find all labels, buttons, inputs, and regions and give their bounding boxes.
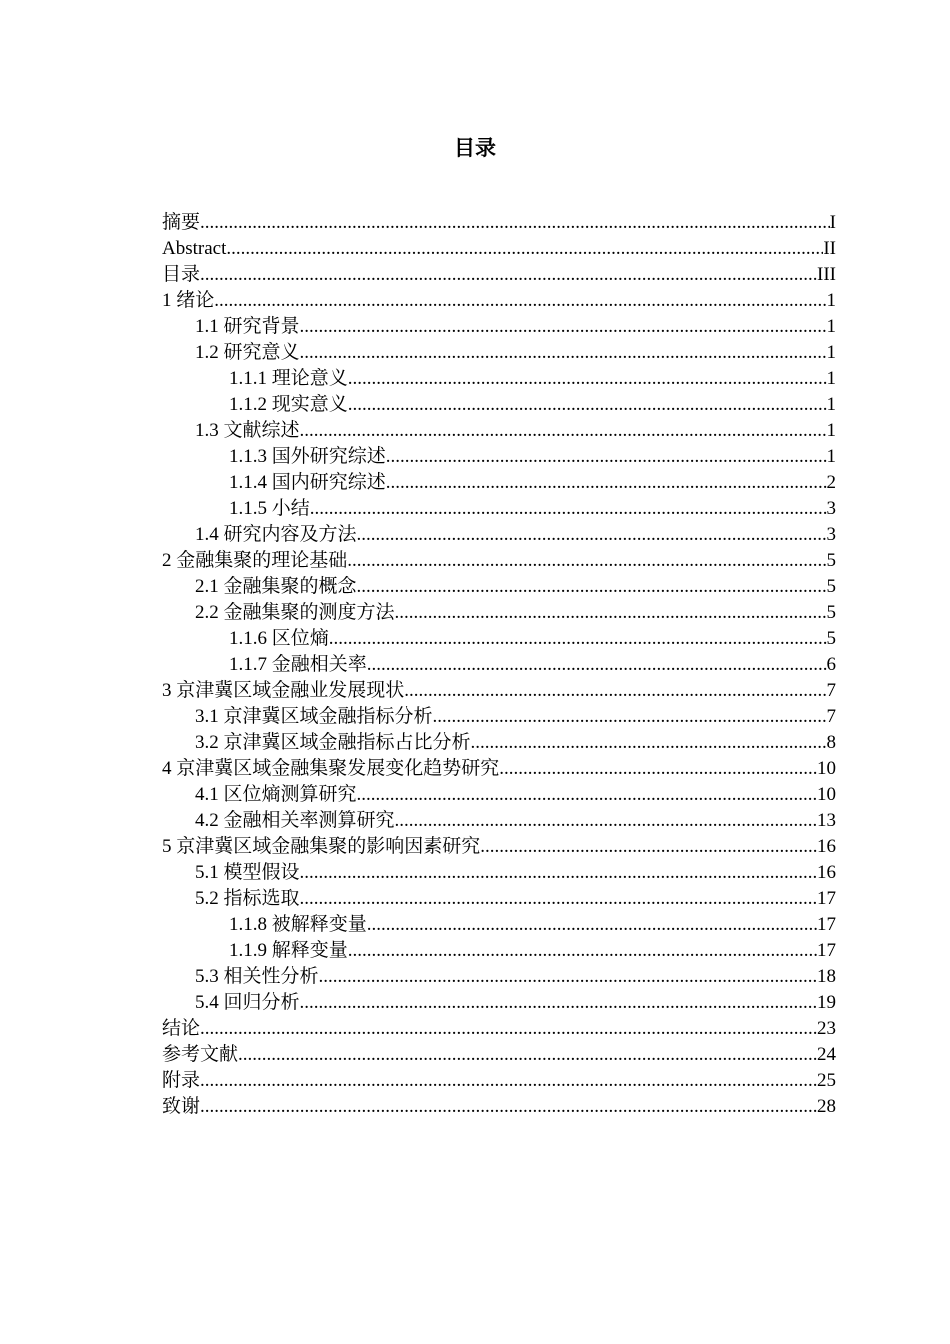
toc-leader-dots bbox=[214, 288, 826, 314]
toc-leader-dots bbox=[300, 886, 817, 912]
toc-leader-dots bbox=[300, 990, 817, 1016]
toc-entry[interactable] bbox=[162, 236, 836, 262]
toc-entry[interactable] bbox=[162, 782, 836, 808]
toc-entry-page-number: 19 bbox=[817, 992, 836, 1013]
toc-entry-label: 4 京津冀区域金融集聚发展变化趋势研究 bbox=[162, 758, 500, 779]
toc-leader-dots bbox=[433, 704, 827, 730]
toc-entry-page-number: 5 bbox=[826, 576, 836, 597]
toc-entry-page-number: 2 bbox=[826, 472, 836, 493]
toc-entry[interactable] bbox=[162, 210, 836, 236]
toc-leader-dots bbox=[226, 236, 823, 262]
toc-entry[interactable] bbox=[162, 288, 836, 314]
toc-entry[interactable] bbox=[162, 1042, 836, 1068]
toc-entry-label: 4.1 区位熵测算研究 bbox=[195, 784, 357, 805]
toc-entry-label: 2.1 金融集聚的概念 bbox=[195, 576, 357, 597]
toc-entry-label: 目录 bbox=[162, 264, 201, 285]
toc-entry-label: 1.3 文献综述 bbox=[195, 420, 300, 441]
toc-leader-dots bbox=[200, 1094, 817, 1120]
toc-leader-dots bbox=[386, 444, 827, 470]
toc-entry-page-number: 8 bbox=[826, 732, 836, 753]
toc-entry-page-number: 7 bbox=[826, 680, 836, 701]
toc-entry-page-number: 5 bbox=[826, 550, 836, 571]
toc-entry-page-number: 5 bbox=[826, 602, 836, 623]
toc-leader-dots bbox=[310, 496, 827, 522]
toc-entry-label: 1.1.4 国内研究综述 bbox=[229, 472, 386, 493]
toc-entry-label: 5.1 模型假设 bbox=[195, 862, 300, 883]
toc-entry[interactable] bbox=[162, 392, 836, 418]
toc-entry-page-number: 10 bbox=[817, 758, 836, 779]
toc-leader-dots bbox=[300, 860, 817, 886]
toc-leader-dots bbox=[300, 418, 827, 444]
toc-entry-label: 5.2 指标选取 bbox=[195, 888, 300, 909]
toc-entry[interactable] bbox=[162, 990, 836, 1016]
toc-leader-dots bbox=[404, 678, 826, 704]
toc-entry-page-number: 23 bbox=[817, 1018, 836, 1039]
toc-entry-page-number: 1 bbox=[826, 368, 836, 389]
toc-entry-label: 1.2 研究意义 bbox=[195, 342, 300, 363]
toc-leader-dots bbox=[357, 522, 827, 548]
toc-entry-page-number: 10 bbox=[817, 784, 836, 805]
toc-entry-label: 1.1.6 区位熵 bbox=[229, 628, 329, 649]
toc-entry[interactable] bbox=[162, 834, 836, 860]
toc-entry-label: 1.1.3 国外研究综述 bbox=[229, 446, 386, 467]
toc-entry[interactable] bbox=[162, 574, 836, 600]
toc-entry-page-number: 1 bbox=[826, 420, 836, 441]
toc-entry-page-number: 3 bbox=[826, 524, 836, 545]
toc-entry-page-number: 6 bbox=[826, 654, 836, 675]
toc-leader-dots bbox=[200, 210, 830, 236]
toc-entry-page-number: I bbox=[829, 212, 836, 233]
toc-entry[interactable] bbox=[162, 340, 836, 366]
toc-entry-label: 1.1.2 现实意义 bbox=[229, 394, 348, 415]
toc-entry[interactable] bbox=[162, 1068, 836, 1094]
toc-entry[interactable] bbox=[162, 860, 836, 886]
toc-leader-dots bbox=[238, 1042, 817, 1068]
toc-entry-label: 2 金融集聚的理论基础 bbox=[162, 550, 348, 571]
toc-entry-page-number: 5 bbox=[826, 628, 836, 649]
toc-entry-page-number: II bbox=[823, 238, 836, 259]
toc-entry[interactable] bbox=[162, 886, 836, 912]
toc-entry-label: 1.1.1 理论意义 bbox=[229, 368, 348, 389]
toc-entry-label: 5 京津冀区域金融集聚的影响因素研究 bbox=[162, 836, 481, 857]
toc-entry[interactable] bbox=[162, 366, 836, 392]
toc-entry-label: 2.2 金融集聚的测度方法 bbox=[195, 602, 395, 623]
toc-leader-dots bbox=[395, 808, 817, 834]
toc-entry-page-number: 1 bbox=[826, 290, 836, 311]
toc-leader-dots bbox=[395, 600, 827, 626]
toc-entry-label: 1.1.5 小结 bbox=[229, 498, 310, 519]
toc-entry-page-number: III bbox=[817, 264, 836, 285]
toc-entry-page-number: 7 bbox=[826, 706, 836, 727]
toc-entry[interactable] bbox=[162, 444, 836, 470]
toc-leader-dots bbox=[348, 392, 827, 418]
toc-entry-page-number: 24 bbox=[817, 1044, 836, 1065]
toc-leader-dots bbox=[471, 730, 827, 756]
toc-entry-page-number: 13 bbox=[817, 810, 836, 831]
toc-leader-dots bbox=[347, 548, 826, 574]
toc-leader-dots bbox=[200, 1068, 817, 1094]
toc-entry-label: 3.1 京津冀区域金融指标分析 bbox=[195, 706, 433, 727]
toc-entry[interactable] bbox=[162, 548, 836, 574]
toc-entry[interactable] bbox=[162, 730, 836, 756]
toc-entry-label: 5.4 回归分析 bbox=[195, 992, 300, 1013]
toc-entry[interactable] bbox=[162, 418, 836, 444]
toc-entry-page-number: 1 bbox=[826, 316, 836, 337]
toc-entry[interactable] bbox=[162, 470, 836, 496]
toc-entry[interactable] bbox=[162, 600, 836, 626]
page-title: 目录 bbox=[454, 136, 496, 160]
toc-entry-label: 1.4 研究内容及方法 bbox=[195, 524, 357, 545]
toc-entry-label: Abstract bbox=[162, 238, 227, 259]
toc-entry-page-number: 16 bbox=[817, 862, 836, 883]
toc-entry[interactable] bbox=[162, 522, 836, 548]
toc-entry[interactable] bbox=[162, 704, 836, 730]
toc-entry[interactable] bbox=[162, 1016, 836, 1042]
toc-leader-dots bbox=[357, 782, 817, 808]
toc-entry-label: 1.1.7 金融相关率 bbox=[229, 654, 367, 675]
toc-leader-dots bbox=[480, 834, 817, 860]
toc-entry[interactable] bbox=[162, 912, 836, 938]
toc-entry-page-number: 3 bbox=[826, 498, 836, 519]
toc-entry[interactable] bbox=[162, 262, 836, 288]
toc-entry-page-number: 17 bbox=[817, 888, 836, 909]
toc-leader-dots bbox=[300, 314, 827, 340]
toc-entry-label: 4.2 金融相关率测算研究 bbox=[195, 810, 395, 831]
table-of-contents bbox=[162, 210, 836, 1120]
toc-entry-label: 1.1.9 解释变量 bbox=[229, 940, 348, 961]
toc-leader-dots bbox=[200, 1016, 817, 1042]
toc-entry[interactable] bbox=[162, 756, 836, 782]
toc-entry[interactable] bbox=[162, 1094, 836, 1120]
toc-entry[interactable] bbox=[162, 314, 836, 340]
toc-leader-dots bbox=[348, 366, 827, 392]
toc-entry-label: 3.2 京津冀区域金融指标占比分析 bbox=[195, 732, 471, 753]
toc-entry-label: 附录 bbox=[162, 1070, 201, 1091]
toc-entry-page-number: 25 bbox=[817, 1070, 836, 1091]
toc-entry-page-number: 1 bbox=[826, 394, 836, 415]
toc-entry-page-number: 18 bbox=[817, 966, 836, 987]
toc-leader-dots bbox=[200, 262, 817, 288]
toc-entry[interactable] bbox=[162, 678, 836, 704]
toc-entry-page-number: 17 bbox=[817, 914, 836, 935]
toc-entry-label: 3 京津冀区域金融业发展现状 bbox=[162, 680, 405, 701]
toc-entry-label: 摘要 bbox=[162, 212, 201, 233]
toc-entry[interactable] bbox=[162, 964, 836, 990]
toc-leader-dots bbox=[367, 652, 827, 678]
toc-entry[interactable] bbox=[162, 938, 836, 964]
toc-entry-page-number: 1 bbox=[826, 342, 836, 363]
toc-leader-dots bbox=[386, 470, 827, 496]
toc-leader-dots bbox=[499, 756, 817, 782]
toc-entry-label: 结论 bbox=[162, 1018, 201, 1039]
toc-leader-dots bbox=[357, 574, 827, 600]
toc-entry[interactable] bbox=[162, 808, 836, 834]
toc-entry-label: 致谢 bbox=[162, 1096, 201, 1117]
toc-entry-label: 1.1.8 被解释变量 bbox=[229, 914, 367, 935]
toc-entry[interactable] bbox=[162, 496, 836, 522]
toc-entry-label: 1.1 研究背景 bbox=[195, 316, 300, 337]
toc-entry-label: 1 绪论 bbox=[162, 290, 215, 311]
toc-leader-dots bbox=[348, 938, 817, 964]
toc-leader-dots bbox=[300, 340, 827, 366]
toc-entry-label: 参考文献 bbox=[162, 1044, 239, 1065]
toc-entry-page-number: 1 bbox=[826, 446, 836, 467]
toc-entry-label: 5.3 相关性分析 bbox=[195, 966, 319, 987]
toc-leader-dots bbox=[367, 912, 817, 938]
toc-entry[interactable] bbox=[162, 652, 836, 678]
toc-leader-dots bbox=[329, 626, 827, 652]
toc-entry[interactable] bbox=[162, 626, 836, 652]
toc-entry-page-number: 28 bbox=[817, 1096, 836, 1117]
toc-entry-page-number: 17 bbox=[817, 940, 836, 961]
toc-entry-page-number: 16 bbox=[817, 836, 836, 857]
toc-leader-dots bbox=[319, 964, 817, 990]
